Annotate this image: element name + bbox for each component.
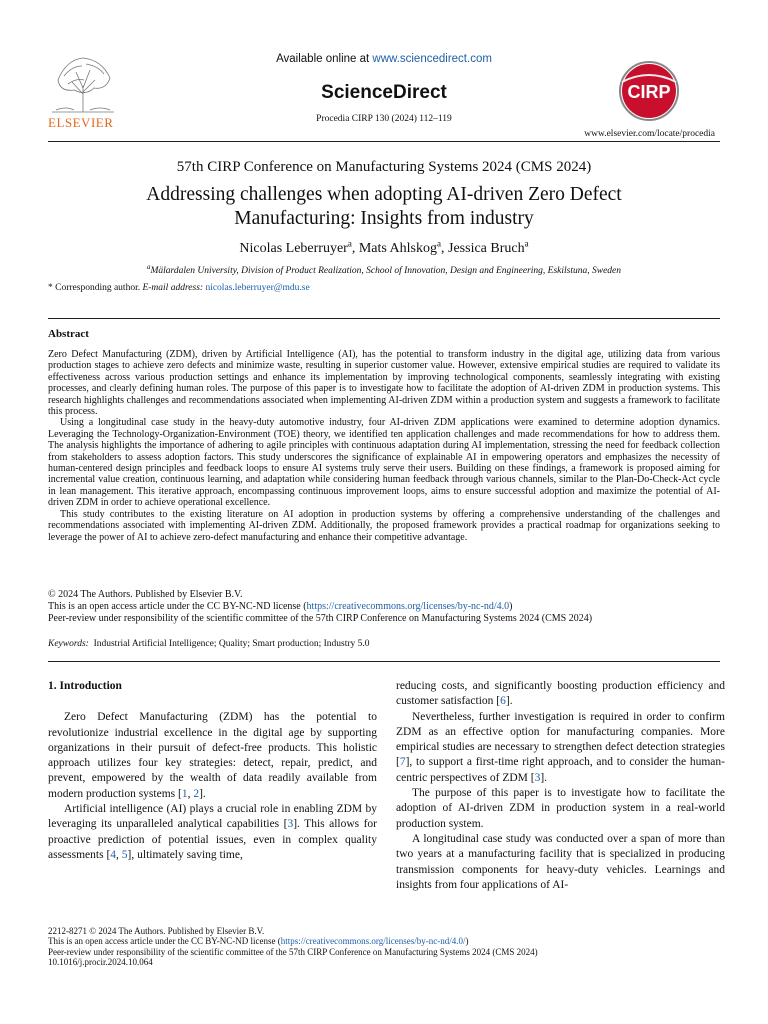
corresponding-author: * Corresponding author. E-mail address: nicolas.leberruyer@mdu.se <box>48 283 310 293</box>
abstract-text: Zero Defect Manufacturing (ZDM), driven by Artificial Intelligence (AI), has the potential to transform industry in the digital age, utilizing data from various production stages to achieve zero defects and minimize waste, resulting in superior customer value. However, extensive empirical studies are required to validate its effectiveness across various production settings and enhance its implementation by improving technological components, seamlessly integrating with existing processes, and clearly defining human roles. The purpose of this paper is to investigate how to facilitate the adoption of AI-driven ZDM in production systems. This research highlights challenges and recommendations associated when implementing AI-driven ZDM within a production system and suggests a framework to facilitate this process. Using a longitudinal case study in the heavy-duty automotive industry, four AI-driven ZDM applications were examined to determine adoption dynamics. Leveraging the Technology-Organization-Environment (TOE) theory, we identified ten application challenges and made recommendations for how to address them. The analysis highlights the importance of adhering to agile principles with continuous adaptation during AI implementation, stressing the need for feedback collection from stakeholders to assess adoption factors. This study underscores the significance of explainable AI in empowering operators and emphasizes the necessity of human-centered design principles and feedback loops to ensure AI systems truly serve their users. Building on these findings, a framework is proposed aiming for incremental value creation, continuous learning, and adaptation while considering human feedback through various channels, similar to the Plan-Do-Check-Act cycle in lean management. This iterative approach, encompassing continuous improvement loops, aims to ensure successful adoption and maximize the potential of AI-driven ZDM in order to achieve operational excellence. This study contributes to the existing literature on AI adoption in production systems by offering a comprehensive understanding of the challenges and recommendations associated with implementing AI-driven ZDM. Additionally, the proposed framework provides a practical roadmap for organizations seeking to leverage the power of AI to achieve zero-defect manufacturing and enhance their competitive advantage. <box>48 349 720 543</box>
author: Mats Ahlskog$^a$, <box>358 238 449 256</box>
cirp-logo-text: CIRP <box>627 82 671 102</box>
paper-title: Addressing challenges when adopting AI-driven Zero Defect Manufacturing: Insights from industry <box>146 184 622 229</box>
author: Jessica Bruch$^a$ <box>448 238 529 256</box>
keywords: Keywords: Industrial Artificial Intelligence; Quality; Smart production; Industry 5.0 <box>48 639 370 649</box>
header-divider <box>48 141 720 142</box>
sciencedirect-wordmark: ScienceDirect <box>321 82 447 103</box>
citation-link[interactable]: 5 <box>121 848 128 861</box>
body-column-left <box>48 679 377 863</box>
author-list <box>0 238 768 257</box>
sciencedirect-link[interactable]: www.sciencedirect.com <box>372 53 492 65</box>
paragraph: Nevertheless, further investigation is required in order to confirm ZDM as an effective option for manufacturing companies. More empirical studies are necessary to strengthen defect detection strategies [7], to support a first-time right approach, and to consider the human-centric perspectives of ZDM [3]. <box>396 710 725 784</box>
paragraph: Zero Defect Manufacturing (ZDM) has the potential to revolutionize industrial excellence in the digital age by supporting organizations in their pursuit of defect-free products. This holistic approach utilizes four key strategies: detect, repair, predict, and prevent, empowered by the wealth of data readily available from modern production systems [1, 2]. <box>48 711 377 800</box>
citation-link[interactable]: 4 <box>110 848 117 861</box>
author: Nicolas Leberruyer$^a$, <box>239 238 359 256</box>
page-footer: 2212-8271 © 2024 The Authors. Published by Elsevier B.V. This is an open access article under the CC BY-NC-ND license (https://creativecommons.org/licenses/by-nc-nd/4.0/) Peer-review under responsibility of the scientific committee of the 57th CIRP Conference on Manufacturing Systems 2024 (CMS 2024) 10.1016/j.procir.2024.10.064 <box>48 926 728 967</box>
author-email-link[interactable]: nicolas.leberruyer@mdu.se <box>205 283 310 293</box>
license-link[interactable]: https://creativecommons.org/licenses/by-nc-nd/4.0 <box>306 600 510 612</box>
journal-url[interactable]: www.elsevier.com/locate/procedia <box>584 129 715 139</box>
paragraph: A longitudinal case study was conducted over a span of more than two years at a manufacturing facility that is specialized in producing transmission components for heavy-duty vehicles. Learnings and insights from four applications of AI- <box>396 832 725 891</box>
paragraph: The purpose of this paper is to investigate how to facilitate the adoption of AI-driven ZDM in production system in a real-world production system. <box>396 787 725 830</box>
paragraph: Artificial intelligence (AI) plays a crucial role in enabling ZDM by leveraging its unparalleled analytical capabilities [3]. This allows for proactive prediction of potential issues, even in complex quality assessments [4, 5], ultimately saving time, <box>48 803 377 861</box>
abstract-top-divider <box>48 318 720 319</box>
available-online: Available online at www.sciencedirect.com <box>276 53 492 65</box>
citation-link[interactable]: 2 <box>193 787 200 800</box>
footer-license-link[interactable]: https://creativecommons.org/licenses/by-nc-nd/4.0/ <box>280 936 466 947</box>
affiliation: $^a$Mälardalen University, Division of Product Realization, School of Innovation, Design and Engineering, Eskilstuna, Sweden <box>146 263 622 277</box>
journal-reference: Procedia CIRP 130 (2024) 112–119 <box>316 114 452 124</box>
conference-name: 57th CIRP Conference on Manufacturing Systems 2024 (CMS 2024) <box>176 159 592 175</box>
citation-link[interactable]: 7 <box>399 756 406 769</box>
body-column-right <box>396 679 725 893</box>
cirp-logo <box>608 60 690 122</box>
elsevier-wordmark: ELSEVIER <box>48 115 114 130</box>
citation-link[interactable]: 6 <box>500 695 506 708</box>
license-block: © 2024 The Authors. Published by Elsevier B.V. This is an open access article under the CC BY-NC-ND license (https://creativecommons.org/licenses/by-nc-nd/4.0) Peer-review under responsibility of the scientific committee of the 57th CIRP Conference on Manufacturing Systems 2024 (CMS 2024) <box>48 589 593 624</box>
citation-link[interactable]: 1 <box>181 787 188 800</box>
paragraph: reducing costs, and significantly boosting production efficiency and customer satisfaction [6]. <box>396 680 725 708</box>
abstract-heading: Abstract <box>48 328 89 340</box>
abstract-bottom-divider <box>48 661 720 662</box>
citation-link[interactable]: 3 <box>287 818 294 831</box>
citation-link[interactable]: 3 <box>534 771 541 784</box>
section-heading-introduction: 1. Introduction <box>48 680 122 692</box>
doi[interactable]: 10.1016/j.procir.2024.10.064 <box>48 956 153 967</box>
